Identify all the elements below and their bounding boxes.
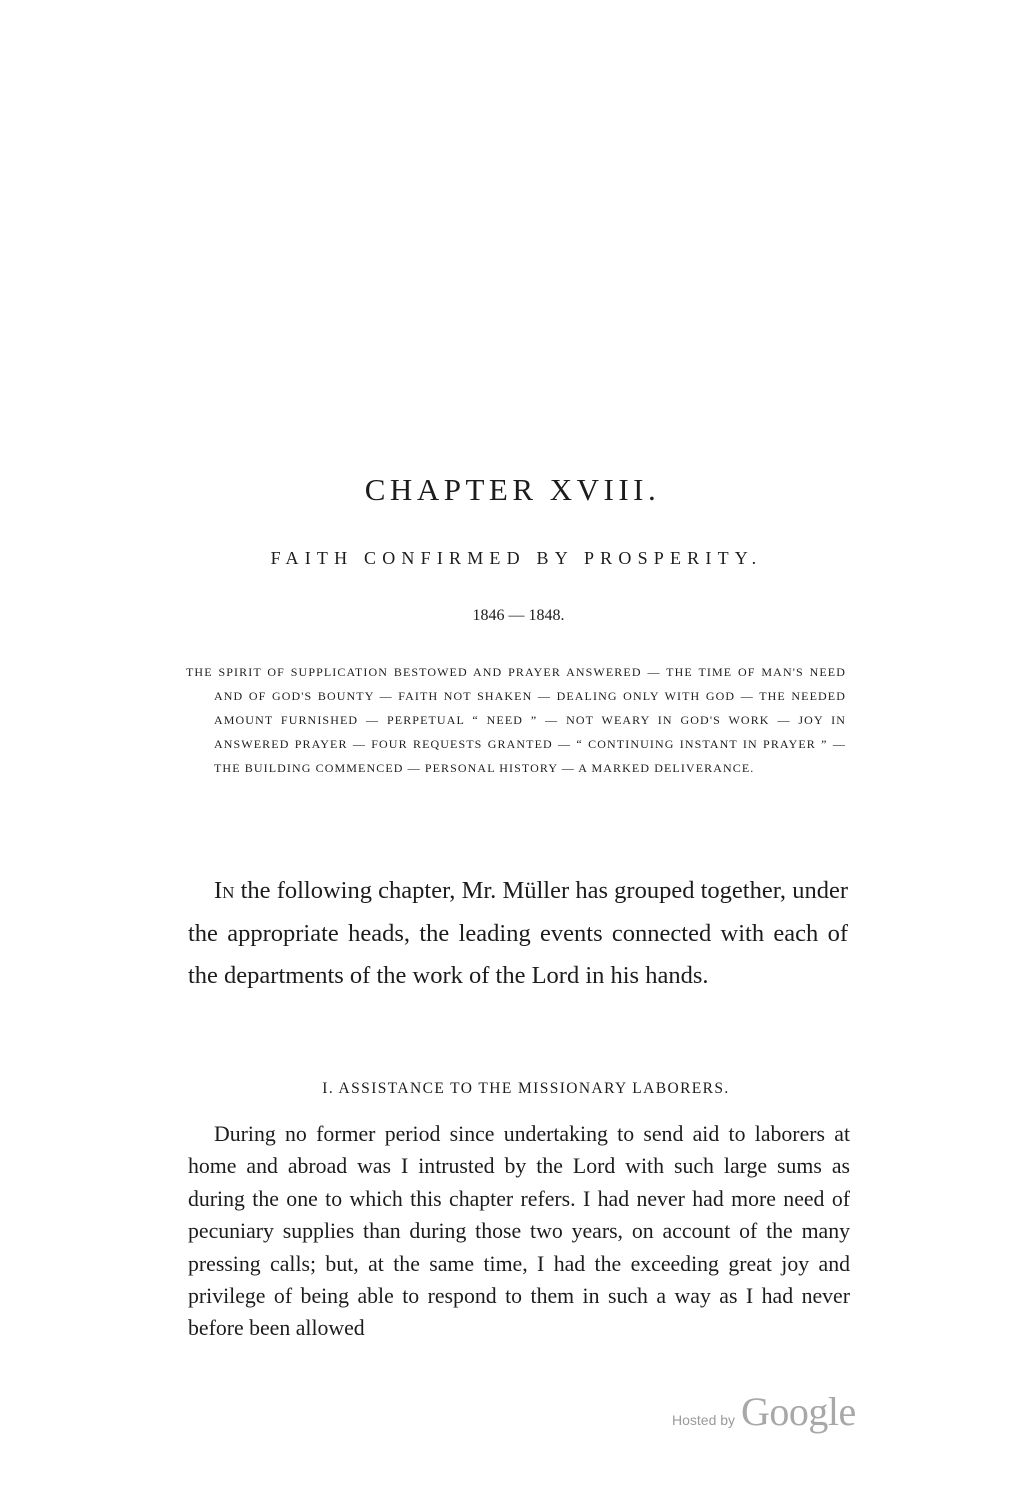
intro-paragraph [188,870,848,998]
google-watermark [672,1388,856,1435]
chapter-subtitle: FAITH CONFIRMED BY PROSPERITY. [270,548,763,568]
chapter-title: CHAPTER XVIII. [364,472,661,507]
chapter-synopsis [186,660,846,780]
intro-lead-word: In [214,877,235,904]
synopsis-text: THE SPIRIT OF SUPPLICATION BESTOWED AND PRAYER ANSWERED — THE TIME OF MAN'S NEED AND OF GOD'S BOUNTY — FAITH NOT SHAKEN — DEALING ONLY WITH GOD — THE NEEDED AMOUNT FURNISHED — PERPETUAL “ NEED ” — NOT WEARY IN GOD'S WORK — JOY IN ANSWERED PRAYER — FOUR REQUESTS GRANTED — “ CONTINUING INSTANT IN PRAYER ” — THE BUILDING COMMENCED — PERSONAL HISTORY — A MARKED DELIVERANCE. [186,665,846,775]
section-paragraph: During no former period since undertaking to send aid to laborers at home and abroad was I intrusted by the Lord with such large sums as during the one to which this chapter refers. I had never had more need of pecuniary supplies than during those two years, on account of the many pressing calls; but, at the same time, I had the exceeding great joy and privilege of being able to respond to them in such a way as I had never before been allowed [188,1122,850,1341]
chapter-dates: 1846 — 1848. [472,607,565,624]
intro-text: the following chapter, Mr. Müller has grouped together, under the appropriate heads, the leading events connected with each of the departments of the work of the Lord in his hands. [188,877,848,989]
section-heading: I. ASSISTANCE TO THE MISSIONARY LABORERS. [322,1080,730,1097]
google-logo: Google [741,1389,856,1434]
hosted-by-label: Hosted by [672,1412,736,1428]
